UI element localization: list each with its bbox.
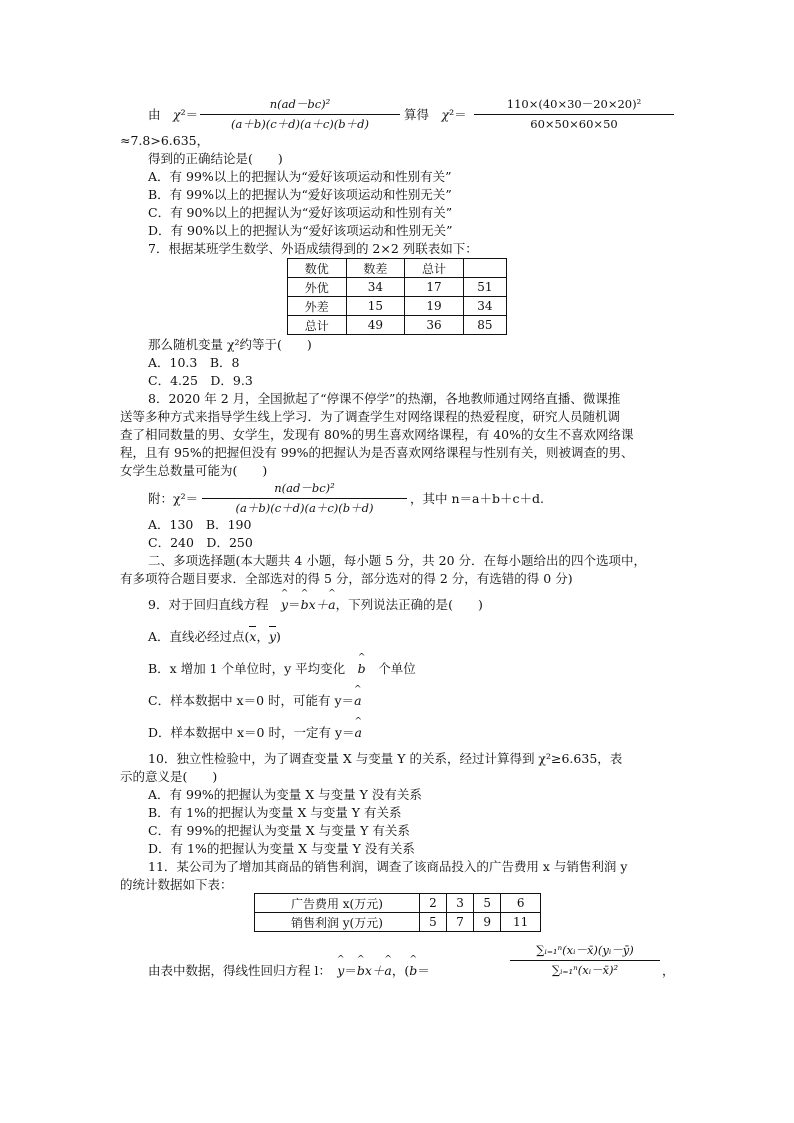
table-cell: 3 xyxy=(447,894,474,913)
q8-line-3: 查了相同数量的男、女学生，发现有 80%的男生喜欢网络课程，有 40%的女生不喜欢网络课 xyxy=(120,427,634,442)
q11-trailing-comma: ， xyxy=(662,963,675,978)
q8-appendix-label: 附：χ²＝ xyxy=(148,491,199,506)
table-cell: 外优 xyxy=(288,278,347,297)
table-cell: 7 xyxy=(447,913,474,932)
q8-line-5: 女学生总数量可能为( ) xyxy=(120,463,268,478)
q8-line-4: 程，且有 95%的把握但没有 99%的把握认为是否喜欢网络课程与性别有关，则被调查的男、 xyxy=(120,445,634,460)
q7-contingency-table xyxy=(287,258,507,335)
q6-calc-mid: 算得 χ²＝ xyxy=(404,107,467,122)
table-row xyxy=(288,278,507,297)
table-cell: 总计 xyxy=(405,259,464,278)
q6-option-d: D．有 90%以上的把握认为“爱好该项运动和性别无关” xyxy=(148,223,453,238)
q7-options-cd: C．4.25 D．9.3 xyxy=(148,373,253,388)
table-cell: 19 xyxy=(405,297,464,316)
q6-option-c: C．有 90%以上的把握认为“爱好该项运动和性别有关” xyxy=(148,205,453,220)
q6-chi-formula: n(ad－bc)² (a＋b)(c＋d)(a＋c)(b＋d) xyxy=(200,97,400,132)
q10-line-2: 示的意义是( ) xyxy=(120,769,218,784)
q6-option-b: B．有 99%以上的把握认为“爱好该项运动和性别无关” xyxy=(148,187,452,202)
q11-b-formula: ∑ᵢ₌₁ⁿ(xᵢ－x̄)(yᵢ－ȳ) ∑ᵢ₌₁ⁿ(xᵢ－x̄)² xyxy=(510,943,660,978)
q6-calc-fraction: 110×(40×30－20×20)² 60×50×60×50 xyxy=(474,97,674,132)
table-cell: 6 xyxy=(501,894,541,913)
q8-appendix-tail: ，其中 n＝a＋b＋c＋d. xyxy=(410,491,544,506)
section2-line-2: 有多项符合题目要求．全部选对的得 5 分，部分选对的得 2 分，有选错的得 0 分) xyxy=(120,571,573,586)
q11-regression-line: 由表中数据，得线性回归方程 l： ^ y＝^ bx＋^ a，(^ b＝ xyxy=(148,963,430,979)
q10-option-c: C．有 99%的把握认为变量 X 与变量 Y 有关系 xyxy=(148,823,410,838)
table-cell: 外差 xyxy=(288,297,347,316)
q7-question: 那么随机变量 χ²约等于( ) xyxy=(148,337,312,352)
table-cell: 34 xyxy=(463,297,506,316)
q8-options-ab: A．130 B．190 xyxy=(148,517,252,532)
table-cell: 15 xyxy=(346,297,405,316)
table-cell: 数优 xyxy=(288,259,347,278)
q8-line-2: 送等多种方式来指导学生线上学习．为了调查学生对网络课程的热爱程度，研究人员随机调 xyxy=(120,409,621,424)
q7-stem: 7．根据某班学生数学、外语成绩得到的 2×2 列联表如下： xyxy=(148,241,478,256)
q9-stem: 9．对于回归直线方程 ^ y＝^ bx＋^ a，下列说法正确的是( ) xyxy=(148,597,483,613)
table-cell: 总计 xyxy=(288,316,347,335)
q10-option-d: D．有 1%的把握认为变量 X 与变量 Y 没有关系 xyxy=(148,841,415,856)
q10-option-a: A．有 99%的把握认为变量 X 与变量 Y 没有关系 xyxy=(148,787,422,802)
table-cell: 数差 xyxy=(346,259,405,278)
table-cell: 11 xyxy=(501,913,541,932)
q8-line-1: 8．2020 年 2 月，全国掀起了“停课不停学”的热潮，各地教师通过网络直播、微课推 xyxy=(148,391,621,406)
table-cell: 广告费用 x(万元) xyxy=(255,894,420,913)
table-cell: 36 xyxy=(405,316,464,335)
table-row xyxy=(288,259,507,278)
q11-line-1: 11．某公司为了增加其商品的销售利润，调查了该商品投入的广告费用 x 与销售利润 y xyxy=(148,859,628,874)
q9-option-c: C．样本数据中 x＝0 时，可能有 y＝^ a xyxy=(148,693,362,709)
q6-formula-lead: 由 χ²＝ xyxy=(148,107,199,122)
table-cell: 销售利润 y(万元) xyxy=(255,913,420,932)
q6-option-a: A．有 99%以上的把握认为“爱好该项运动和性别有关” xyxy=(148,169,452,184)
q10-option-b: B．有 1%的把握认为变量 X 与变量 Y 有关系 xyxy=(148,805,402,820)
table-cell: 5 xyxy=(474,894,501,913)
table-cell: 51 xyxy=(463,278,506,297)
table-cell: 34 xyxy=(346,278,405,297)
table-cell: 5 xyxy=(419,913,446,932)
table-cell: 49 xyxy=(346,316,405,335)
table-row xyxy=(255,894,541,913)
q10-line-1: 10．独立性检验中，为了调查变量 X 与变量 Y 的关系，经过计算得到 χ²≥6.635，表 xyxy=(148,751,623,766)
q8-options-cd: C．240 D．250 xyxy=(148,535,253,550)
table-cell xyxy=(463,259,506,278)
q8-appendix-formula: n(ad－bc)² (a＋b)(c＋d)(a＋c)(b＋d) xyxy=(202,481,407,516)
q9-option-a: A．直线必经过点(x，y) xyxy=(148,629,281,644)
table-row xyxy=(255,913,541,932)
table-cell: 9 xyxy=(474,913,501,932)
table-cell: 2 xyxy=(419,894,446,913)
q11-line-2: 的统计数据如下表： xyxy=(120,877,233,892)
q6-conclusion: 得到的正确结论是( ) xyxy=(148,151,283,166)
q9-option-d: D．样本数据中 x＝0 时，一定有 y＝^ a xyxy=(148,725,362,741)
table-cell: 17 xyxy=(405,278,464,297)
table-cell: 85 xyxy=(463,316,506,335)
section2-line-1: 二、多项选择题(本大题共 4 小题，每小题 5 分，共 20 分．在每小题给出的四个选项中， xyxy=(148,553,647,568)
table-row xyxy=(288,316,507,335)
q9-option-b: B．x 增加 1 个单位时，y 平均变化 ^ b 个单位 xyxy=(148,661,416,677)
table-row xyxy=(288,297,507,316)
q6-approx: ≈7.8>6.635， xyxy=(120,133,210,148)
q7-options-ab: A．10.3 B．8 xyxy=(148,355,240,370)
q11-data-table xyxy=(254,893,541,932)
